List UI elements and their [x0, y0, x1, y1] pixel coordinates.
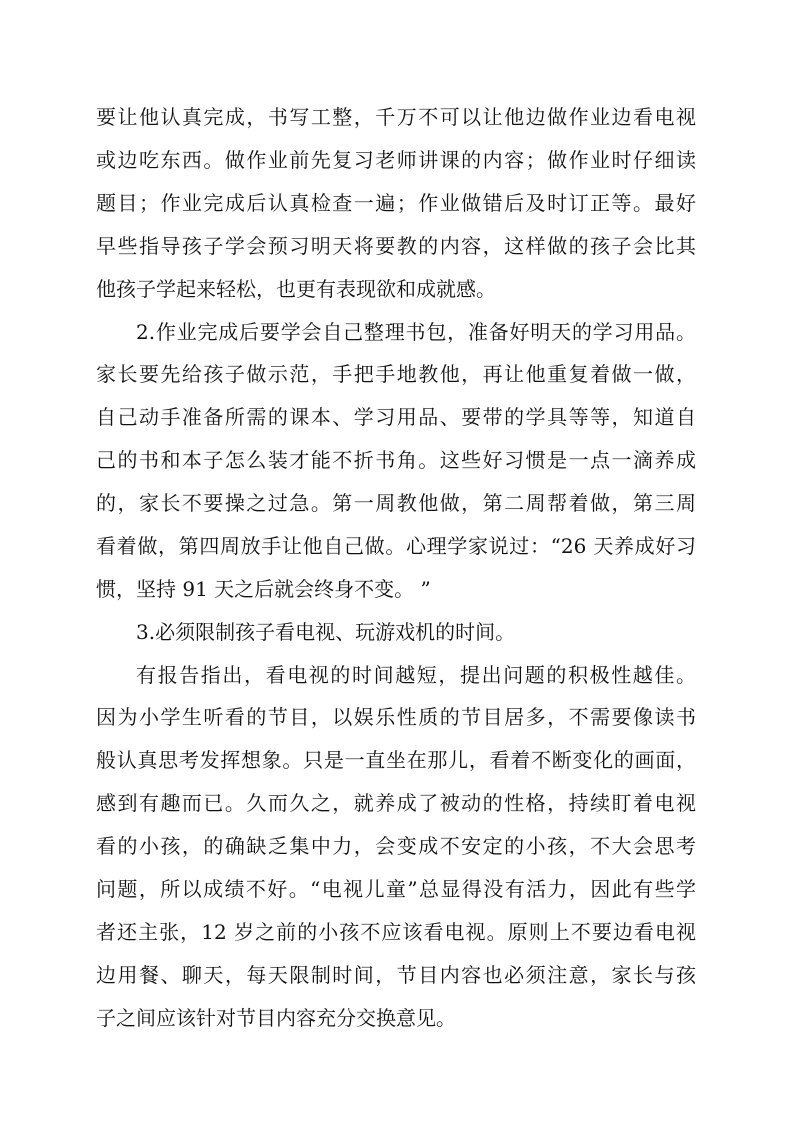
text-line: 看的小孩，的确缺乏集中力，会变成不安定的小孩，不大会思考: [96, 834, 696, 858]
text-line: 的，家长不要操之过急。第一周教他做，第二周帮着做，第三周: [96, 491, 696, 515]
text-line: 题目；作业完成后认真检查一遍；作业做错后及时订正等。最好: [96, 191, 696, 215]
text-line: 因为小学生听看的节目，以娱乐性质的节目居多，不需要像读书: [96, 705, 696, 729]
paragraph-2-heading: 2.作业完成后要学会自己整理书包，准备好明天的学习用品。: [136, 320, 696, 344]
text-line: 他孩子学起来轻松，也更有表现欲和成就感。: [96, 277, 496, 301]
text-line: 或边吃东西。做作业前先复习老师讲课的内容；做作业时仔细读: [96, 148, 696, 172]
text-line: 要让他认真完成，书写工整，千万不可以让他边做作业边看电视: [96, 105, 696, 129]
text-line: 自己动手准备所需的课本、学习用品、要带的学具等等，知道自: [96, 405, 696, 429]
text-line: 感到有趣而已。久而久之，就养成了被动的性格，持续盯着电视: [96, 791, 696, 815]
text-line: 问题，所以成绩不好。“电视儿童”总显得没有活力，因此有些学: [96, 877, 696, 901]
text-line: 看着做，第四周放手让他自己做。心理学家说过：“26 天养成好习: [96, 534, 696, 558]
text-line: 者还主张，12 岁之前的小孩不应该看电视。原则上不要边看电视: [96, 920, 696, 944]
paragraph-3-heading: 3.必须限制孩子看电视、玩游戏机的时间。: [136, 620, 516, 644]
text-line: 己的书和本子怎么装才能不折书角。这些好习惯是一点一滴养成: [96, 448, 696, 472]
text-line: 边用餐、聊天，每天限制时间，节目内容也必须注意，家长与孩: [96, 963, 696, 987]
text-line: 有报告指出，看电视的时间越短，提出问题的积极性越佳。: [136, 663, 696, 687]
text-line: 般认真思考发挥想象。只是一直坐在那儿，看着不断变化的画面，: [96, 748, 696, 772]
text-line: 早些指导孩子学会预习明天将要教的内容，这样做的孩子会比其: [96, 234, 696, 258]
text-line: 惯，坚持 91 天之后就会终身不变。 ”: [96, 577, 431, 601]
text-line: 家长要先给孩子做示范，手把手地教他，再让他重复着做一做，: [96, 362, 696, 386]
text-line: 子之间应该针对节目内容充分交换意见。: [96, 1006, 456, 1030]
